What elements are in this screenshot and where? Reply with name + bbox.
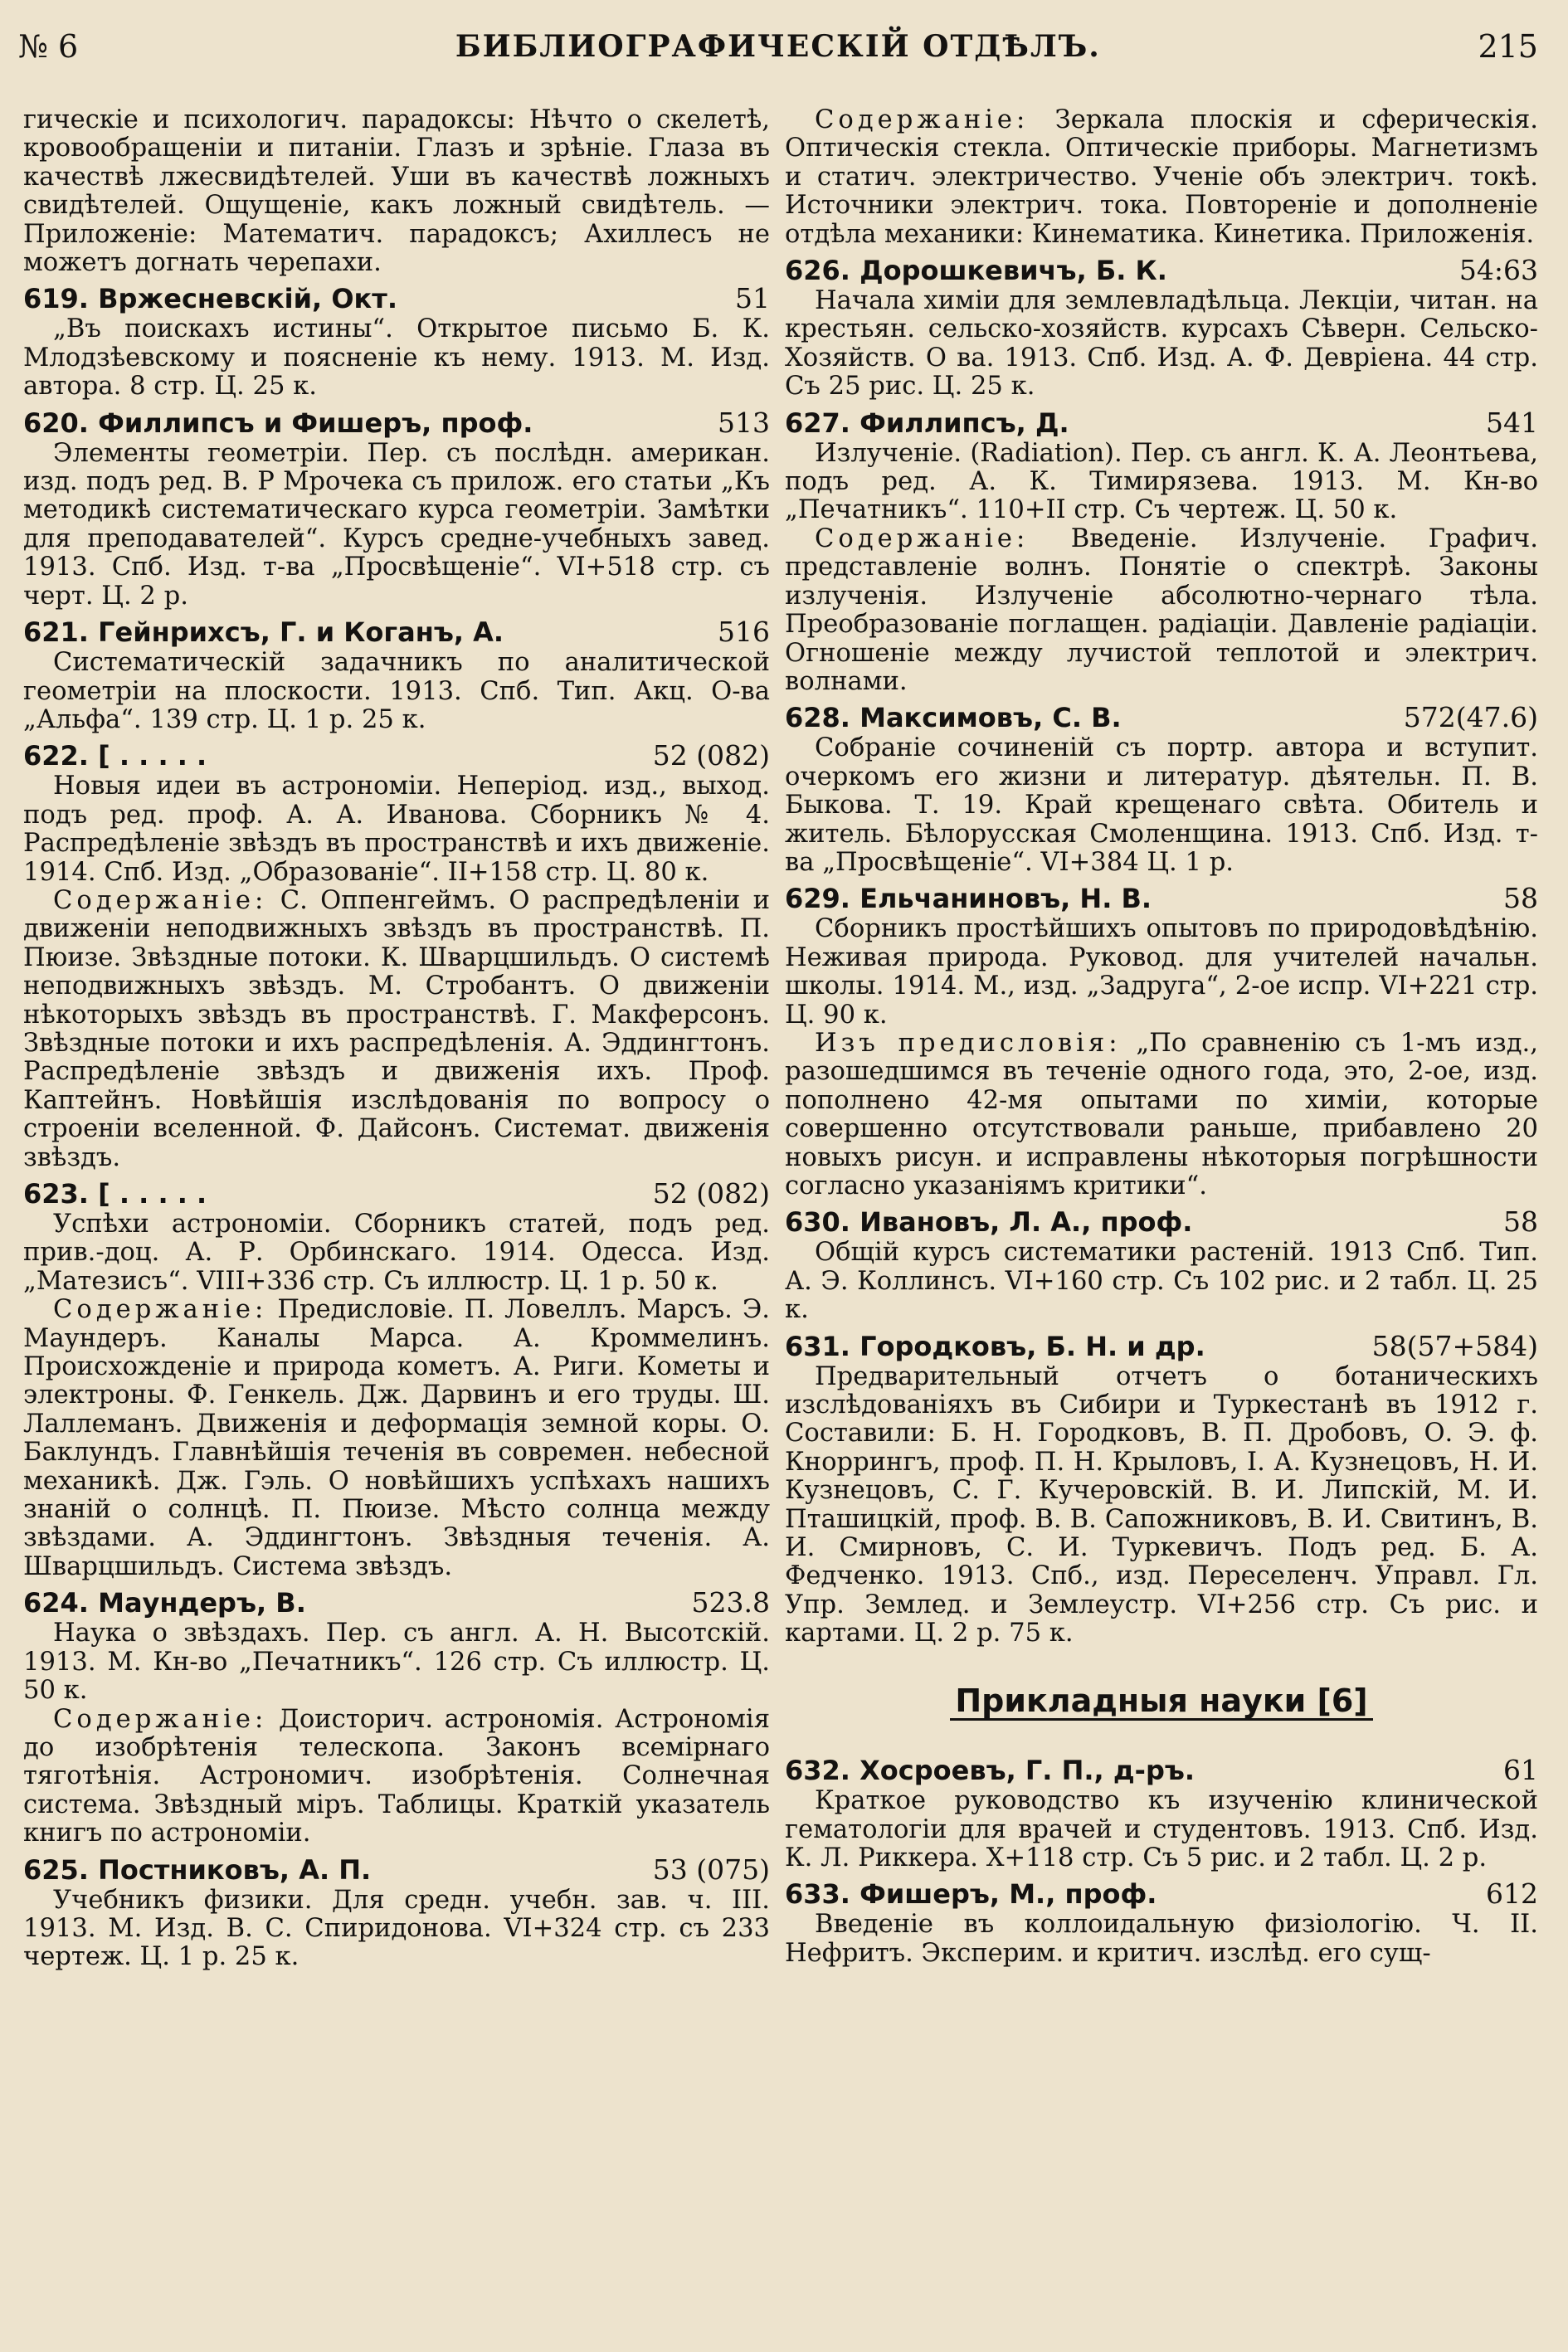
page-header <box>18 22 1538 71</box>
entry-text: Краткое руководство къ изученію клинической гематологіи для врачей и студентовъ. 1913. Спб. Изд. К. Л. Риккера. X+118 стр. Съ 5 рис. и 2 табл. Ц. 2 р. <box>785 1786 1538 1872</box>
entry-626 <box>785 254 1538 402</box>
entry-621 <box>23 616 770 734</box>
contents-text: Предисловіе. П. Ловеллъ. Марсъ. Э. Маундеръ. Каналы Марса. А. Кроммелинъ. Происхожденіе и природа кометъ. А. Риги. Кометы и электроны. Ф. Генкель. Дж. Дарвинъ и его труды. Ш. Лаллеманъ. Движенія и деформація земной коры. О. Баклундъ. Главнѣйшія теченія въ современ. небесной механикѣ. Дж. Гэль. О новѣйшихъ успѣхахъ нашихъ знаній о солнцѣ. П. Пюизе. Мѣсто солнца между звѣздами. А. Эддингтонъ. Звѣздныя теченія. А. Шварцшильдъ. Система звѣздъ. <box>23 1295 770 1581</box>
entry-text: Успѣхи астрономіи. Сборникъ статей, подъ ред. прив.-доц. А. Р. Орбинскаго. 1914. Одесса. Изд. „Матезисъ“. VIII+336 стр. Съ иллюстр. Ц. 1 р. 50 к. <box>23 1210 770 1296</box>
entry-629 <box>785 882 1538 1200</box>
contents-label: Содержаніе: <box>53 1295 268 1325</box>
continuation-text: гическіе и психологич. парадоксы: Нѣчто о скелетѣ, кровообращеніи и питаніи. Глазъ и зрѣніе. Глаза въ качествѣ лжесвидѣтелей. Уши въ качествѣ ложныхъ свидѣтелей. Ощущеніе, какъ ложный свидѣтель. — Приложеніе: Математич. парадоксъ; Ахиллесъ не можетъ догнать черепахи. <box>23 106 770 278</box>
entry-author: 624. Маундеръ, В. <box>23 1587 306 1619</box>
entry-heading <box>23 739 770 772</box>
contents-label: Содержаніе: <box>815 106 1030 134</box>
entry-preface <box>785 1030 1538 1200</box>
entry-text: Учебникъ физики. Для средн. учебн. зав. ч. III. 1913. М. Изд. В. С. Спиридонова. VI+324 стр. съ 233 чертеж. Ц. 1 р. 25 к. <box>23 1885 770 1972</box>
contents-label: Содержаніе: <box>53 885 268 915</box>
entry-classification: 58 <box>1503 882 1538 915</box>
contents-text: Доисторич. астрономія. Астрономія до изобрѣтенія телескопа. Законъ всемірнаго тяготѣнія. Астрономич. изобрѣтенія. Солнечная система. Звѣздный міръ. Таблицы. Краткій указатель книгъ по астрономіи. <box>23 1704 770 1848</box>
entry-622 <box>23 739 770 1172</box>
entry-630 <box>785 1205 1538 1324</box>
entry-633 <box>785 1877 1538 1968</box>
running-title: БИБЛИОГРАФИЧЕСКІЙ ОТДѢЛЪ. <box>455 29 1101 64</box>
issue-number: № 6 <box>18 28 79 65</box>
entry-heading <box>785 1877 1538 1911</box>
preface-label: Изъ предисловія: <box>815 1028 1122 1058</box>
entry-text: Сборникъ простѣйшихъ опытовъ по природовѣдѣнію. Неживая природа. Руковод. для учителей начальн. школы. 1914. М., изд. „Задруга“, 2-ое испр. VI+221 стр. Ц. 90 к. <box>785 914 1538 1030</box>
entry-author: 629. Ельчаниновъ, Н. В. <box>785 883 1152 915</box>
entry-classification: 54:63 <box>1458 254 1538 287</box>
entry-classification: 516 <box>718 616 770 649</box>
entry-text: „Въ поискахъ истины“. Открытое письмо Б. К. Млодзѣевскому и поясненіе къ нему. 1913. М. Изд. автора. 8 стр. Ц. 25 к. <box>23 314 770 402</box>
entry-heading <box>785 407 1538 440</box>
entry-text: Новыя идеи въ астрономіи. Непеpiод. изд., выход. подъ ред. проф. А. А. Иванова. Сборникъ № 4. Распредѣленіе звѣздъ въ пространствѣ и ихъ движеніе. 1914. Спб. Изд. „Образованіе“. II+158 стр. Ц. 80 к. <box>23 772 770 887</box>
preface-text: „По сравненію съ 1-мъ изд., разошедшимся въ теченіе одного года, это, 2-ое, изд. пополнено 42-мя опытами по химіи, которые совершенно отсутствовали раньше, прибавлено 20 новыхъ рисун. и исправлены нѣкоторыя погрѣшности согласно указаніямъ критики“. <box>785 1028 1538 1200</box>
entry-author: 628. Максимовъ, С. В. <box>785 702 1122 734</box>
entry-text: Наука о звѣздахъ. Пер. съ англ. А. Н. Высотскій. 1913. М. Кн-во „Печатникъ“. 126 стр. Съ иллюстр. Ц. 50 к. <box>23 1619 770 1706</box>
entry-author: 632. Хосроевъ, Г. П., д-ръ. <box>785 1755 1195 1787</box>
entry-classification: 523.8 <box>691 1586 770 1619</box>
entry-classification: 572(47.6) <box>1403 701 1538 734</box>
entry-classification: 513 <box>718 406 770 439</box>
entry-631 <box>785 1330 1538 1648</box>
right-column <box>785 106 1538 2338</box>
continuation-contents <box>785 106 1538 249</box>
entry-classification: 58 <box>1503 1205 1538 1239</box>
entry-625 <box>23 1853 770 1972</box>
entry-619 <box>23 282 770 401</box>
entry-text: Общій курсъ систематики растеній. 1913 Спб. Тип. А. Э. Коллинсъ. VI+160 стр. Съ 102 рис. и 2 табл. Ц. 25 к. <box>785 1238 1538 1325</box>
entry-contents <box>785 525 1538 696</box>
entry-heading <box>23 1586 770 1619</box>
entry-text: Предварительный отчетъ о ботаническихъ изслѣдованіяхъ въ Сибири и Туркестанѣ въ 1912 г. Составили: Б. Н. Городковъ, В. П. Дробовъ, О. Э. ф. Кноррингъ, проф. П. Н. Крыловъ, I. А. Кузнецовъ, Н. И. Кузнецовъ, С. Г. Кучеровскій. В. И. Липскій, М. И. Пташицкій, проф. В. В. Сапожниковъ, В. И. Свитинъ, В. И. Смирновъ, С. И. Туркевичъ. Подъ ред. Б. А. Федченко. 1913. Спб., изд. Переселенч. Управл. Гл. Упр. Землед. и Землеустр. VI+256 стр. Съ рис. и картами. Ц. 2 р. 75 к. <box>785 1361 1538 1648</box>
entry-text: Собраніе сочиненій съ портр. автора и вступит. очеркомъ его жизни и литератур. дѣятельн. П. В. Быкова. Т. 19. Край крещенаго свѣта. Обитель и житель. Бѣлорусская Смоленщина. 1913. Спб. Изд. т-ва „Просвѣщеніе“. VI+384 Ц. 1 р. <box>785 733 1538 877</box>
entry-627 <box>785 407 1538 697</box>
entry-classification: 58(57+584) <box>1371 1329 1538 1362</box>
entry-classification: 53 (075) <box>652 1853 770 1886</box>
entry-contents <box>23 1706 770 1848</box>
section-heading <box>785 1682 1538 1721</box>
entry-heading <box>23 282 770 315</box>
entry-623 <box>23 1177 770 1581</box>
entry-contents <box>23 1296 770 1581</box>
entry-heading <box>23 407 770 440</box>
entry-text: Введеніе въ коллоидальную физіологію. Ч. II. Нефритъ. Эксперим. и критич. изслѣд. его сущ- <box>785 1910 1538 1968</box>
entry-heading <box>23 1853 770 1887</box>
entry-classification: 52 (082) <box>652 1177 770 1210</box>
section-title: Прикладныя науки [6] <box>950 1687 1372 1721</box>
entry-heading <box>23 1177 770 1210</box>
entry-classification: 61 <box>1503 1754 1538 1787</box>
entry-heading <box>785 1205 1538 1239</box>
entry-contents <box>23 887 770 1172</box>
entry-text: Элементы геометріи. Пер. съ послѣдн. американ. изд. подъ ред. В. Р Мрочека съ прилож. его статьи „Къ методикѣ систематическаго курса геометріи. Замѣтки для преподавателей“. Курсъ средне-учебныхъ завед. 1913. Спб. Изд. т-ва „Просвѣщеніе“. VI+518 стр. съ черт. Ц. 2 р. <box>23 438 770 611</box>
entry-author: 626. Дорошкевичъ, Б. К. <box>785 255 1167 287</box>
entry-text: Начала химіи для землевладѣльца. Лекціи, читан. на крестьян. сельско-хозяйств. курсахъ Сѣверн. Сельско-Хозяйств. О ва. 1913. Спб. Изд. А. Ф. Девріена. 44 стр. Съ 25 рис. Ц. 25 к. <box>785 286 1538 402</box>
entry-author: 622. [ . . . . . <box>23 740 207 772</box>
entry-heading <box>23 616 770 649</box>
entry-author: 630. Ивановъ, Л. А., проф. <box>785 1206 1193 1239</box>
contents-text: Введеніе. Излученіе. Графич. представленіе волнъ. Понятіе о спектрѣ. Законы излученія. Излученіе абсолютно-чернаго тѣла. Преобразованіе поглащен. радіаціи. Давленіе радіаціи. Огношеніе между лучистой теплотой и электрич. волнами. <box>785 523 1538 696</box>
left-column <box>23 106 770 2338</box>
entry-classification: 52 (082) <box>652 739 770 772</box>
entry-classification: 51 <box>735 282 770 315</box>
entry-classification: 541 <box>1486 406 1538 439</box>
entry-author: 631. Городковъ, Б. Н. и др. <box>785 1330 1205 1362</box>
entry-author: 620. Филлипсъ и Фишеръ, проф. <box>23 407 533 439</box>
entry-632 <box>785 1754 1538 1872</box>
entry-author: 625. Постниковъ, А. П. <box>23 1853 372 1886</box>
entry-text: Излученіе. (Radiation). Пер. съ англ. К. А. Леонтьева, подъ ред. А. К. Тимирязева. 1913. М. Кн-во „Печатникъ“. 110+II стр. Съ чертеж. Ц. 50 к. <box>785 438 1538 525</box>
entry-heading <box>785 1754 1538 1787</box>
entry-author: 621. Гейнрихсъ, Г. и Коганъ, А. <box>23 616 504 649</box>
entry-text: Систематическій задачникъ по аналитической геометріи на плоскости. 1913. Спб. Тип. Акц. О-ва „Альфа“. 139 стр. Ц. 1 р. 25 к. <box>23 648 770 734</box>
page-number: 215 <box>1478 28 1538 65</box>
contents-text: С. Оппенгеймъ. О распредѣленіи и движеніи неподвижныхъ звѣздъ въ пространствѣ. П. Пюизе. Звѣздные потоки. К. Шварцшильдъ. О системѣ неподвижныхъ звѣздъ. М. Стробантъ. О движеніи нѣкоторыхъ звѣздъ въ пространствѣ. Г. Макферсонъ. Звѣздные потоки и ихъ распредѣленія. А. Эддингтонъ. Распредѣленіе звѣздъ и движенія ихъ. Проф. Каптейнъ. Новѣйшія изслѣдованія по вопросу о строеніи вселенной. Ф. Дайсонъ. Системат. движенія звѣздъ. <box>23 885 770 1172</box>
entry-heading <box>785 1330 1538 1363</box>
entry-author: 619. Вржесневскій, Окт. <box>23 283 397 315</box>
entry-author: 623. [ . . . . . <box>23 1178 207 1210</box>
entry-author: 627. Филлипсъ, Д. <box>785 407 1069 439</box>
entry-heading <box>785 701 1538 734</box>
contents-label: Содержаніе: <box>53 1704 268 1734</box>
entry-624 <box>23 1586 770 1848</box>
entry-heading <box>785 882 1538 915</box>
entry-620 <box>23 407 770 611</box>
entry-author: 633. Фишеръ, М., проф. <box>785 1878 1157 1911</box>
entry-classification: 612 <box>1486 1877 1538 1911</box>
entry-heading <box>785 254 1538 287</box>
contents-label: Содержаніе: <box>815 523 1030 553</box>
contents-text: Зеркала плоскія и сферическія. Оптическія стекла. Оптическіе приборы. Магнетизмъ и статич. электричество. Ученіе объ электрич. токѣ. Источники электрич. тока. Повтореніе и дополненіе отдѣла механики: Кинематика. Кинетика. Приложенія. <box>785 106 1538 249</box>
entry-628 <box>785 701 1538 877</box>
